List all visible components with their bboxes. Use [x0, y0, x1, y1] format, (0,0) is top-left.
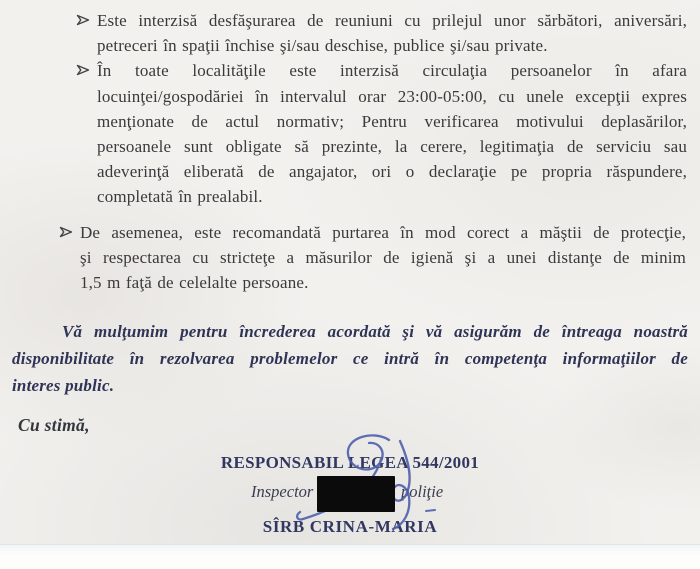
paragraph-line: disponibilitate în rezolvarea problemelor ce intră în competenţa informaţiilor de [12, 349, 688, 368]
paragraph-line: interes public. [12, 376, 115, 395]
role-title: RESPONSABIL LEGEA 544/2001 [220, 453, 480, 472]
rank-suffix: poliţie [401, 482, 444, 501]
signer-name: SÎRB CRINA-MARIA [262, 517, 438, 536]
bullet-line: completată în prealabil. [97, 187, 263, 207]
bullet-line: petreceri în spaţii închise şi/sau deschise, publice şi/sau private. [97, 36, 548, 56]
closing-paragraph [12, 318, 688, 399]
rank-prefix: Inspector [251, 482, 314, 501]
bullet-line: De asemenea, este recomandată purtarea în mod corect a măştii de protecţie, [80, 222, 686, 242]
bullet-line: În toate localităţile este interzisă circulaţia persoanelor în afara [97, 61, 687, 81]
arrowhead-bullet-icon [59, 225, 73, 237]
arrowhead-bullet-icon [76, 13, 90, 25]
scan-edge-strip [0, 544, 700, 569]
paragraph-line: Vă mulţumim pentru încrederea acordată şi vă asigurăm de întreaga noastră [62, 322, 688, 341]
bullet-line: adeverinţă eliberată de angajator, ori o declaraţie pe propria răspundere, [97, 162, 687, 182]
bullet-line: Este interzisă desfăşurarea de reuniuni cu prilejul unor sărbători, aniversări, [97, 11, 687, 30]
bullet-line: locuinţei/gospodăriei în intervalul orar 23:00-05:00, cu unele excepţii expres [97, 86, 687, 106]
arrowhead-bullet-icon [76, 63, 90, 75]
bullet-line: menţionate de actul normativ; Pentru verificarea motivului deplasărilor, [97, 111, 687, 131]
bullet-line: şi respectarea cu stricteţe a măsurilor de igienă şi a unei distanţe de minim [80, 247, 686, 267]
bullet-item-mask [80, 220, 686, 296]
bullet-line: persoanele sunt obligate să prezinte, la cerere, legitimaţia de serviciu sau [97, 137, 687, 157]
bullet-item-curfew [97, 58, 687, 209]
bullet-list [0, 8, 700, 295]
redacted-name-box [317, 476, 395, 512]
bullet-item-gatherings [97, 8, 687, 58]
salutation: Cu stimă, [18, 415, 90, 435]
bullet-line: 1,5 m faţă de celelalte persoane. [80, 273, 309, 293]
